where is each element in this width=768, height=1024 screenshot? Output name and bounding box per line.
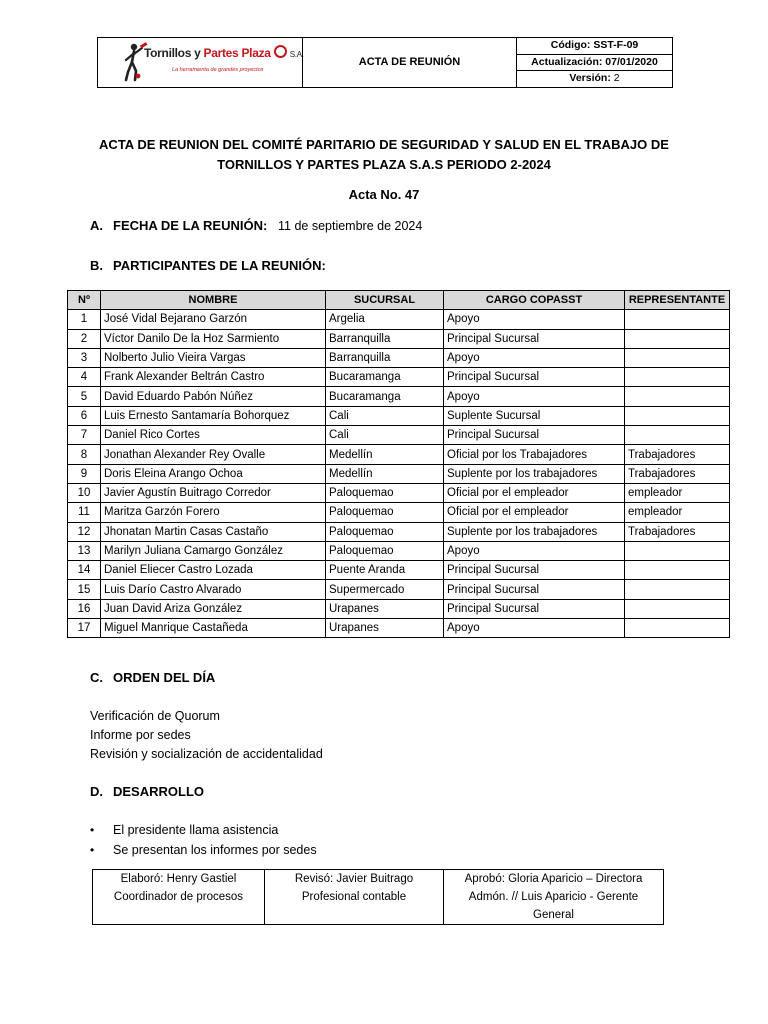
logo-cell [98, 38, 303, 88]
reviewed-by: Revisó: Javier Buitrago Profesional contable [265, 870, 444, 925]
table-cell: Apoyo [444, 348, 625, 367]
logo-brand-name: Tornillos y Partes Plaza S.A. [144, 45, 304, 60]
table-cell: 14 [68, 561, 101, 580]
signatures-table [92, 869, 664, 925]
table-cell: 9 [68, 464, 101, 483]
table-cell: Oficial por los Trabajadores [444, 445, 625, 464]
table-cell [625, 561, 730, 580]
column-header: SUCURSAL [326, 291, 444, 310]
table-cell: Apoyo [444, 619, 625, 638]
table-row [68, 368, 730, 387]
agenda-item: Verificación de Quorum [90, 709, 220, 723]
table-cell: Principal Sucursal [444, 329, 625, 348]
table-cell: Luis Darío Castro Alvarado [101, 580, 326, 599]
table-row [68, 580, 730, 599]
table-cell: Apoyo [444, 387, 625, 406]
table-cell: Trabajadores [625, 522, 730, 541]
approved-by: Aprobó: Gloria Aparicio – Directora Admón. // Luis Aparicio - Gerente General [444, 870, 664, 925]
table-cell: 10 [68, 483, 101, 502]
table-row [68, 599, 730, 618]
table-cell: Cali [326, 406, 444, 425]
logo-gear-icon [274, 45, 287, 58]
table-cell: 1 [68, 310, 101, 329]
table-cell: Oficial por el empleador [444, 483, 625, 502]
table-cell: Daniel Eliecer Castro Lozada [101, 561, 326, 580]
table-cell: 4 [68, 368, 101, 387]
table-cell: Bucaramanga [326, 387, 444, 406]
table-cell: Cali [326, 426, 444, 445]
table-cell: Maritza Garzón Forero [101, 503, 326, 522]
table-cell: Suplente por los trabajadores [444, 464, 625, 483]
doc-version: Versión: 2 [569, 72, 620, 84]
participants-table [67, 290, 730, 638]
table-cell: Juan David Ariza González [101, 599, 326, 618]
table-cell: 2 [68, 329, 101, 348]
participants-header-row [68, 291, 730, 310]
table-row [68, 387, 730, 406]
table-cell: Argelia [326, 310, 444, 329]
table-cell: 3 [68, 348, 101, 367]
table-row [68, 445, 730, 464]
table-cell: 12 [68, 522, 101, 541]
table-cell: Luis Ernesto Santamaría Bohorquez [101, 406, 326, 425]
table-cell: empleador [625, 503, 730, 522]
table-cell: Urapanes [326, 599, 444, 618]
column-header: NOMBRE [101, 291, 326, 310]
table-cell: Barranquilla [326, 348, 444, 367]
company-logo [98, 39, 302, 86]
table-cell: Principal Sucursal [444, 580, 625, 599]
doc-control-info [517, 38, 673, 88]
table-cell [625, 348, 730, 367]
elaborated-by: Elaboró: Henry Gastiel Coordinador de procesos [93, 870, 265, 925]
table-cell [625, 406, 730, 425]
table-cell: Barranquilla [326, 329, 444, 348]
development-item: • El presidente llama asistencia [90, 820, 317, 840]
table-cell: Marilyn Juliana Camargo González [101, 541, 326, 560]
table-cell: Principal Sucursal [444, 561, 625, 580]
table-cell: Principal Sucursal [444, 426, 625, 445]
table-cell [625, 599, 730, 618]
table-cell: Apoyo [444, 541, 625, 560]
table-cell: Nolberto Julio Vieira Vargas [101, 348, 326, 367]
table-cell: 17 [68, 619, 101, 638]
table-cell: Urapanes [326, 619, 444, 638]
table-cell: Principal Sucursal [444, 599, 625, 618]
column-header: CARGO COPASST [444, 291, 625, 310]
table-cell: Trabajadores [625, 445, 730, 464]
table-cell [625, 387, 730, 406]
table-cell: Doris Eleina Arango Ochoa [101, 464, 326, 483]
meeting-date: 11 de septiembre de 2024 [278, 219, 423, 233]
table-cell: 13 [68, 541, 101, 560]
table-cell [625, 310, 730, 329]
column-header: REPRESENTANTE [625, 291, 730, 310]
table-cell [625, 541, 730, 560]
table-cell: Oficial por el empleador [444, 503, 625, 522]
table-cell: Miguel Manrique Castañeda [101, 619, 326, 638]
doc-code: Código: SST-F-09 [517, 38, 672, 55]
table-cell: Supermercado [326, 580, 444, 599]
table-row [68, 522, 730, 541]
section-d-heading: D. DESARROLLO [90, 784, 204, 799]
table-cell: Apoyo [444, 310, 625, 329]
table-cell: Daniel Rico Cortes [101, 426, 326, 445]
table-row [68, 348, 730, 367]
table-cell: Paloquemao [326, 541, 444, 560]
column-header: Nº [68, 291, 101, 310]
development-item: • Se presentan los informes por sedes [90, 840, 317, 860]
participants-body [68, 310, 730, 638]
table-cell: Paloquemao [326, 483, 444, 502]
table-row [68, 541, 730, 560]
page-title: ACTA DE REUNION DEL COMITÉ PARITARIO DE SEGURIDAD Y SALUD EN EL TRABAJO DE TORNILLOS Y PARTES PLAZA S.A.S PERIODO 2-2024 [99, 137, 669, 172]
table-cell: Javier Agustín Buitrago Corredor [101, 483, 326, 502]
table-cell: Trabajadores [625, 464, 730, 483]
table-cell: Bucaramanga [326, 368, 444, 387]
table-cell: Frank Alexander Beltrán Castro [101, 368, 326, 387]
agenda-list [90, 707, 323, 764]
table-row [68, 329, 730, 348]
table-cell: Puente Aranda [326, 561, 444, 580]
table-cell: 15 [68, 580, 101, 599]
table-cell [625, 426, 730, 445]
table-cell: Suplente Sucursal [444, 406, 625, 425]
table-cell: José Vidal Bejarano Garzón [101, 310, 326, 329]
table-row [68, 503, 730, 522]
table-cell [625, 619, 730, 638]
development-list [90, 820, 317, 860]
table-cell: Medellín [326, 464, 444, 483]
acta-number: Acta No. 47 [348, 187, 420, 202]
table-row [68, 310, 730, 329]
table-cell: Víctor Danilo De la Hoz Sarmiento [101, 329, 326, 348]
table-cell [625, 329, 730, 348]
table-cell: 11 [68, 503, 101, 522]
table-cell: 7 [68, 426, 101, 445]
table-cell [625, 368, 730, 387]
agenda-item: Revisión y socialización de accidentalidad [90, 747, 323, 761]
doc-update-date: Actualización: 07/01/2020 [517, 55, 672, 72]
table-row [68, 464, 730, 483]
table-cell: Suplente por los trabajadores [444, 522, 625, 541]
table-cell: Paloquemao [326, 522, 444, 541]
table-row [68, 619, 730, 638]
table-cell: Jonathan Alexander Rey Ovalle [101, 445, 326, 464]
table-cell: Principal Sucursal [444, 368, 625, 387]
table-cell: David Eduardo Pabón Núñez [101, 387, 326, 406]
table-cell [625, 580, 730, 599]
table-cell: Paloquemao [326, 503, 444, 522]
table-cell: Jhonatan Martin Casas Castaño [101, 522, 326, 541]
table-cell: 5 [68, 387, 101, 406]
table-row [68, 483, 730, 502]
doc-type-title: ACTA DE REUNIÓN [303, 38, 517, 88]
table-cell: empleador [625, 483, 730, 502]
table-cell: 16 [68, 599, 101, 618]
document-header [97, 37, 673, 88]
logo-tagline: La herramienta de grandes proyectos [172, 66, 264, 73]
agenda-item: Informe por sedes [90, 728, 191, 742]
section-c-heading: C. ORDEN DEL DÍA [90, 670, 216, 685]
table-row [68, 406, 730, 425]
section-b-heading: B. PARTICIPANTES DE LA REUNIÓN: [90, 258, 326, 273]
table-row [68, 561, 730, 580]
table-cell: 8 [68, 445, 101, 464]
table-cell: Medellín [326, 445, 444, 464]
table-row [68, 426, 730, 445]
section-a-heading: A. FECHA DE LA REUNIÓN: [90, 218, 268, 233]
table-cell: 6 [68, 406, 101, 425]
